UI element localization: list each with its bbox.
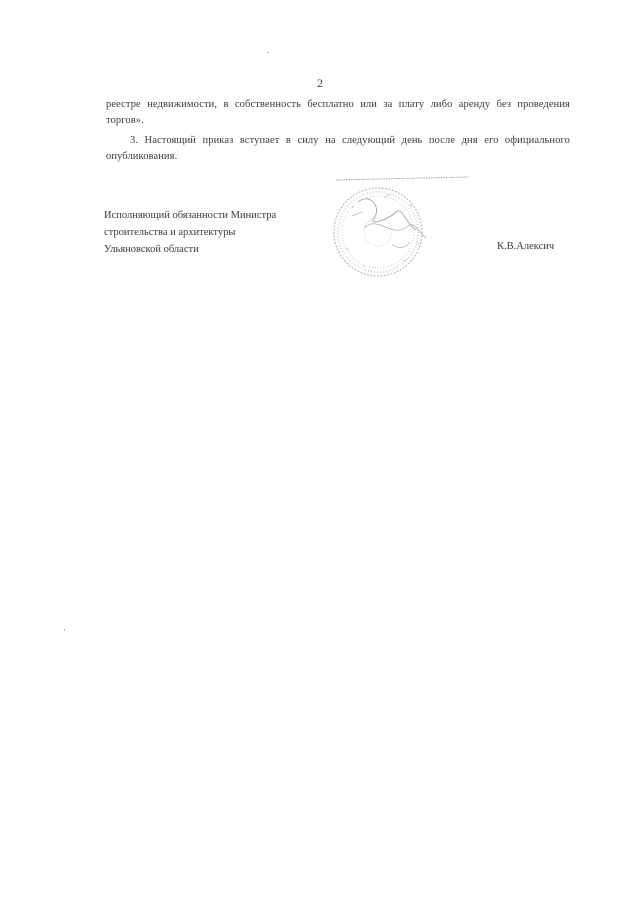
signer-title-line: Исполняющий обязанности Министра	[104, 210, 277, 221]
signer-title-line: Ульяновской области	[104, 244, 199, 255]
scan-speck	[267, 52, 269, 53]
page-number: 2	[317, 76, 323, 90]
body-paragraph-effective-date: 3. Настоящий приказ вступает в силу на следующий день после дня его официального опубликования.	[106, 135, 570, 162]
scan-speck	[64, 629, 65, 631]
signer-title-line: строительства и архитектуры	[104, 227, 236, 238]
official-seal-with-signature	[322, 168, 472, 288]
signer-name: К.В.Алексич	[497, 241, 555, 252]
body-paragraph-continued: реестре недвижимости, в собственность бесплатно или за плату либо аренду без проведения торгов».	[106, 99, 570, 126]
signer-title	[104, 207, 334, 258]
